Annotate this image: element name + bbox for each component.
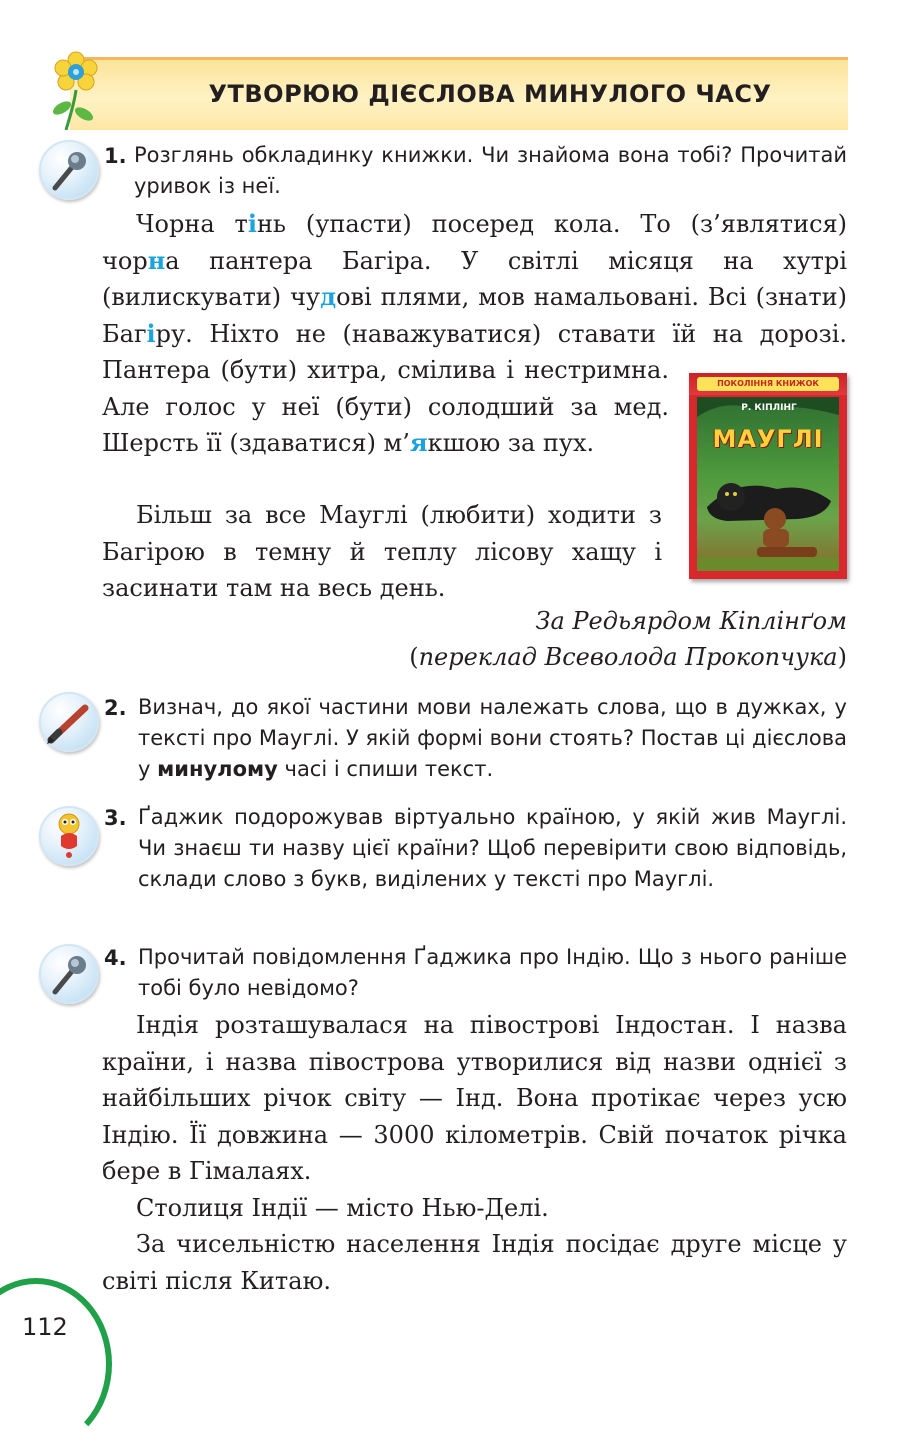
task1-excerpt-p2 bbox=[102, 497, 662, 607]
page-title: УТВОРЮЮ ДІЄСЛОВА МИНУЛОГО ЧАСУ bbox=[208, 80, 772, 108]
task2-badge bbox=[39, 692, 99, 752]
book-cover-image bbox=[689, 373, 847, 579]
excerpt-text: ові плями, мов намальовані. Всі (знати) Баг bbox=[102, 283, 847, 348]
book-author: Р. КІПЛІНГ bbox=[741, 403, 797, 413]
excerpt-text: кшою за пух. bbox=[427, 429, 595, 457]
pen-icon bbox=[41, 694, 97, 750]
highlighted-letter: і bbox=[146, 318, 156, 348]
attribution-translator-text: переклад Всеволода Прокопчука bbox=[418, 643, 838, 671]
panther-illustration bbox=[697, 397, 839, 571]
task1-prompt: Розглянь обкладинку книжки. Чи знайома вона тобі? Прочитай уривок із неї. bbox=[134, 143, 847, 198]
task3-text: Ґаджик подорожував віртуально країною, у якій жив Мауглі. Чи знаєш ти назву цієї країни? Щоб перевірити свою відповідь, склади слово з букв, виділених у тексті про Мауглі. bbox=[138, 805, 847, 891]
book-series: ПОКОЛІННЯ КНИЖОК bbox=[697, 377, 839, 391]
excerpt-paragraph-2: Більш за все Мауглі (любити) ходити з Багірою в темну й теплу лісову хащу і засинати там на весь день. bbox=[102, 501, 662, 602]
message-paragraph-2: Столиця Індії — місто Нью-Делі. bbox=[136, 1193, 549, 1222]
attribution-translator bbox=[300, 639, 847, 676]
highlighted-letter: я bbox=[409, 428, 428, 457]
message-paragraph-3: За чисельністю населення Індія посідає друге місце у світі після Китаю. bbox=[102, 1230, 847, 1295]
page-corner-decoration bbox=[0, 1278, 112, 1450]
task2-text-part: Визнач, до якої частини мови належать слова, що в дужках, у тексті про Мауглі. У якій формі вони стоять? Постав ці дієслова у bbox=[138, 695, 847, 781]
message-paragraph-1: Індія розташувалася на півострові Індостан. І назва країни, і назва півострова утворилися від назви однієї з найбільших річок світу — Інд. Вона протікає через усю Індію. Її довжина — 3000 кілометрів. Свій початок річка бере в Гімалаях. bbox=[102, 1011, 847, 1185]
highlighted-letter: н bbox=[147, 245, 166, 275]
page-number: 112 bbox=[22, 1313, 68, 1341]
attribution-author: За Редьярдом Кіплінґом bbox=[535, 607, 847, 635]
task4-message bbox=[102, 1007, 847, 1299]
task2-text bbox=[138, 692, 847, 785]
task2-emphasis: минулому bbox=[157, 757, 278, 781]
task2-number: 2. bbox=[104, 696, 127, 720]
excerpt-text: ру. Ніхто не (наважуватися) ставати їй на дорозі. Пантера (бути) хитра, смілива і нестримна. Але голос у неї (бути) солодший за мед. Шерсть її (здаватися) м’ bbox=[102, 319, 847, 457]
task2-text-part: часі і спиши текст. bbox=[277, 757, 494, 781]
task3-badge bbox=[39, 806, 99, 866]
highlighted-letter: і bbox=[247, 209, 257, 238]
task1-number: 1. bbox=[104, 144, 127, 168]
task4-badge bbox=[39, 944, 99, 1004]
attribution-paren: ) bbox=[837, 643, 847, 671]
book-illustration bbox=[697, 397, 839, 571]
excerpt-text: а пантера Багіра. У світлі місяця на хутрі (вилискувати) чу bbox=[102, 246, 847, 311]
task4-prompt: Прочитай повідомлення Ґаджика про Індію. Що з нього раніше тобі було невідомо? bbox=[138, 945, 847, 1000]
attribution-paren: ( bbox=[409, 643, 419, 671]
excerpt-text: Чорна т bbox=[136, 210, 248, 238]
task4-number: 4. bbox=[104, 946, 127, 970]
gadget-character-icon bbox=[41, 808, 97, 864]
task1-badge bbox=[39, 140, 99, 200]
flower-icon bbox=[46, 50, 106, 132]
excerpt-text: нь (упасти) посеред кола. То (з’являтися) чор bbox=[102, 210, 848, 275]
microphone-icon bbox=[41, 142, 97, 198]
book-title: МАУГЛІ bbox=[712, 425, 824, 453]
microphone-icon bbox=[41, 946, 97, 1002]
highlighted-letter: д bbox=[320, 282, 337, 311]
task3-number: 3. bbox=[104, 806, 127, 830]
